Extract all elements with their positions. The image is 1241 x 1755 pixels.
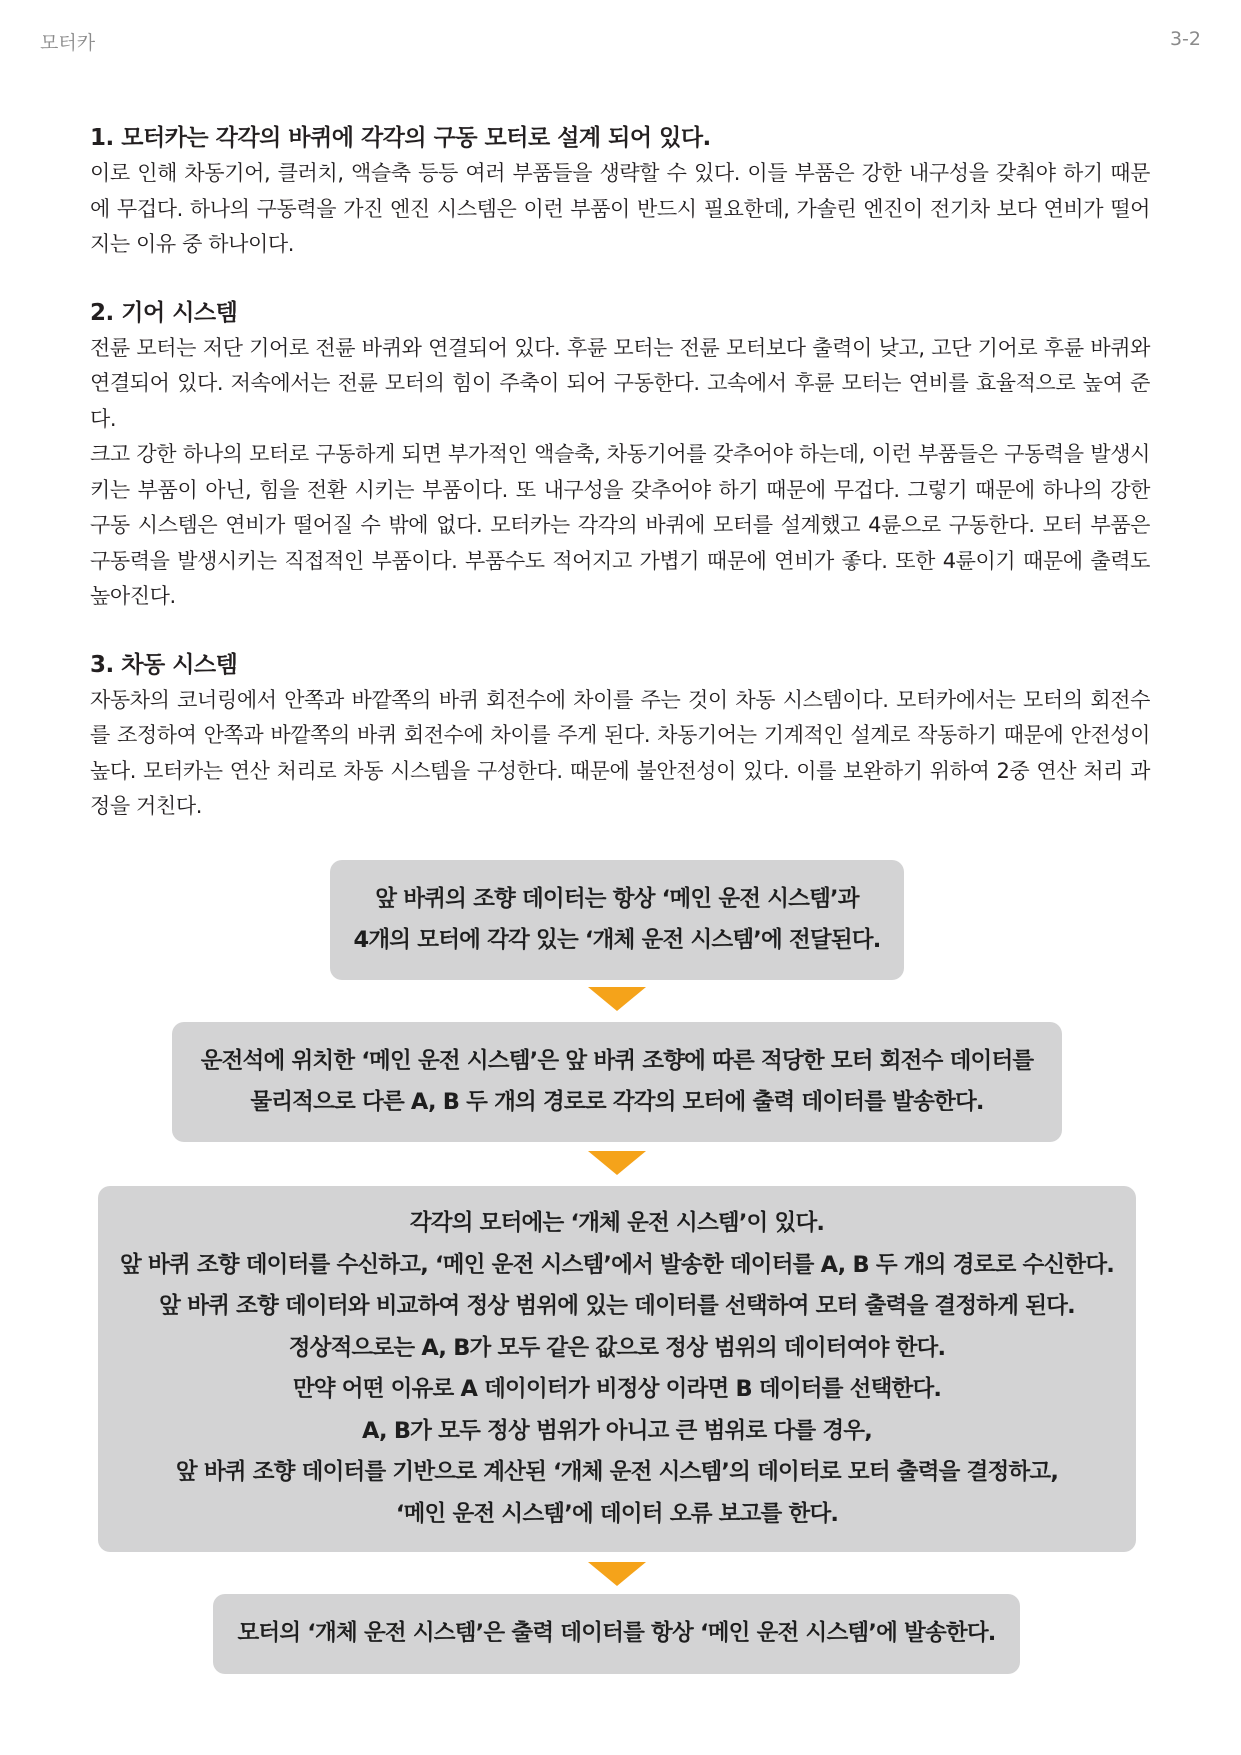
flow-step-line: A, B가 모두 정상 범위가 아니고 큰 범위로 다를 경우, (362, 1417, 872, 1444)
down-arrow-icon (588, 1151, 646, 1175)
section-paragraph: 이로 인해 차동기어, 클러치, 액슬축 등등 여러 부품들을 생략할 수 있다. 이들 부품은 강한 내구성을 갖춰야 하기 때문에 무겁다. 하나의 구동력을 가진 엔진 시스템은 이런 부품이 반드시 필요한데, 가솔린 엔진이 전기차 보다 연비가 떨어지는 이유 중 하나이다. (90, 161, 1150, 256)
section-paragraph: 전륜 모터는 저단 기어로 전륜 바퀴와 연결되어 있다. 후륜 모터는 전륜 모터보다 출력이 낮고, 고단 기어로 후륜 바퀴와 연결되어 있다. 저속에서는 전륜 모터의 힘이 주축이 되어 구동한다. 고속에서 후륜 모터는 연비를 효율적으로 높여 준다. (90, 335, 1150, 431)
flow-step-line: 정상적으로는 A, B가 모두 같은 값으로 정상 범위의 데이터여야 한다. (288, 1334, 946, 1361)
section-heading: 3. 차동 시스템 (90, 651, 238, 678)
page-number: 3-2 (1169, 28, 1201, 50)
flow-step-line: ‘메인 운전 시스템’에 데이터 오류 보고를 한다. (395, 1500, 839, 1527)
flow-step-3 (98, 1186, 1136, 1552)
flow-step-2 (172, 1022, 1062, 1142)
flow-step-line: 앞 바퀴 조향 데이터를 수신하고, ‘메인 운전 시스템’에서 발송한 데이터를 A, B 두 개의 경로로 수신한다. (119, 1251, 1115, 1278)
flow-step-line: 운전석에 위치한 ‘메인 운전 시스템’은 앞 바퀴 조향에 따른 적당한 모터 회전수 데이터를 (200, 1047, 1034, 1074)
section-heading: 1. 모터카는 각각의 바퀴에 각각의 구동 모터로 설계 되어 있다. (90, 125, 711, 151)
flow-step-line: 모터의 ‘개체 운전 시스템’은 출력 데이터를 항상 ‘메인 운전 시스템’에 발송한다. (237, 1620, 996, 1647)
flow-step-line: 만약 어떤 이유로 A 데이이터가 비정상 이라면 B 데이터를 선택한다. (292, 1376, 942, 1402)
flow-step-1 (330, 860, 904, 980)
section-paragraph: 자동차의 코너링에서 안쪽과 바깥쪽의 바퀴 회전수에 차이를 주는 것이 차동 시스템이다. 모터카에서는 모터의 회전수를 조정하여 안쪽과 바깥쪽의 바퀴 회전수에 차이를 주게 된다. 차동기어는 기계적인 설계로 작동하기 때문에 안전성이 높다. 모터카는 연산 처리로 차동 시스템을 구성한다. 때문에 불안전성이 있다. 이를 보완하기 위하여 2중 연산 처리 과정을 거친다. (90, 687, 1150, 818)
flow-step-line: 앞 바퀴 조향 데이터를 기반으로 계산된 ‘개체 운전 시스템’의 데이터로 모터 출력을 결정하고, (175, 1459, 1059, 1485)
section-paragraph: 크고 강한 하나의 모터로 구동하게 되면 부가적인 액슬축, 차동기어를 갖추어야 하는데, 이런 부품들은 구동력을 발생시키는 부품이 아닌, 힘을 전환 시키는 부품이다. 또 내구성을 갖추어야 하기 때문에 무겁다. 그렇기 때문에 하나의 강한 구동 시스템은 연비가 떨어질 수 밖에 없다. 모터카는 각각의 바퀴에 모터를 설계했고 4륜으로 구동한다. 모터 부품은 구동력을 발생시키는 직접적인 부품이다. 부품수도 적어지고 가볍기 때문에 연비가 좋다. 또한 4륜이기 때문에 출력도 높아진다. (90, 442, 1150, 608)
flow-step-line: 각각의 모터에는 ‘개체 운전 시스템’이 있다. (409, 1210, 825, 1236)
flow-step-line: 앞 바퀴 조향 데이터와 비교하여 정상 범위에 있는 데이터를 선택하여 모터 출력을 결정하게 된다. (159, 1293, 1075, 1319)
flow-step-line: 4개의 모터에 각각 있는 ‘개체 운전 시스템’에 전달된다. (353, 927, 881, 953)
down-arrow-icon (588, 987, 646, 1011)
flow-step-4 (213, 1594, 1020, 1674)
flow-step-line: 물리적으로 다른 A, B 두 개의 경로로 각각의 모터에 출력 데이터를 발송한다. (250, 1089, 984, 1115)
document-title: 모터카 (40, 32, 96, 54)
down-arrow-icon (588, 1562, 646, 1586)
section-heading: 2. 기어 시스템 (90, 299, 238, 326)
flow-step-line: 앞 바퀴의 조향 데이터는 항상 ‘메인 운전 시스템’과 (375, 885, 859, 912)
